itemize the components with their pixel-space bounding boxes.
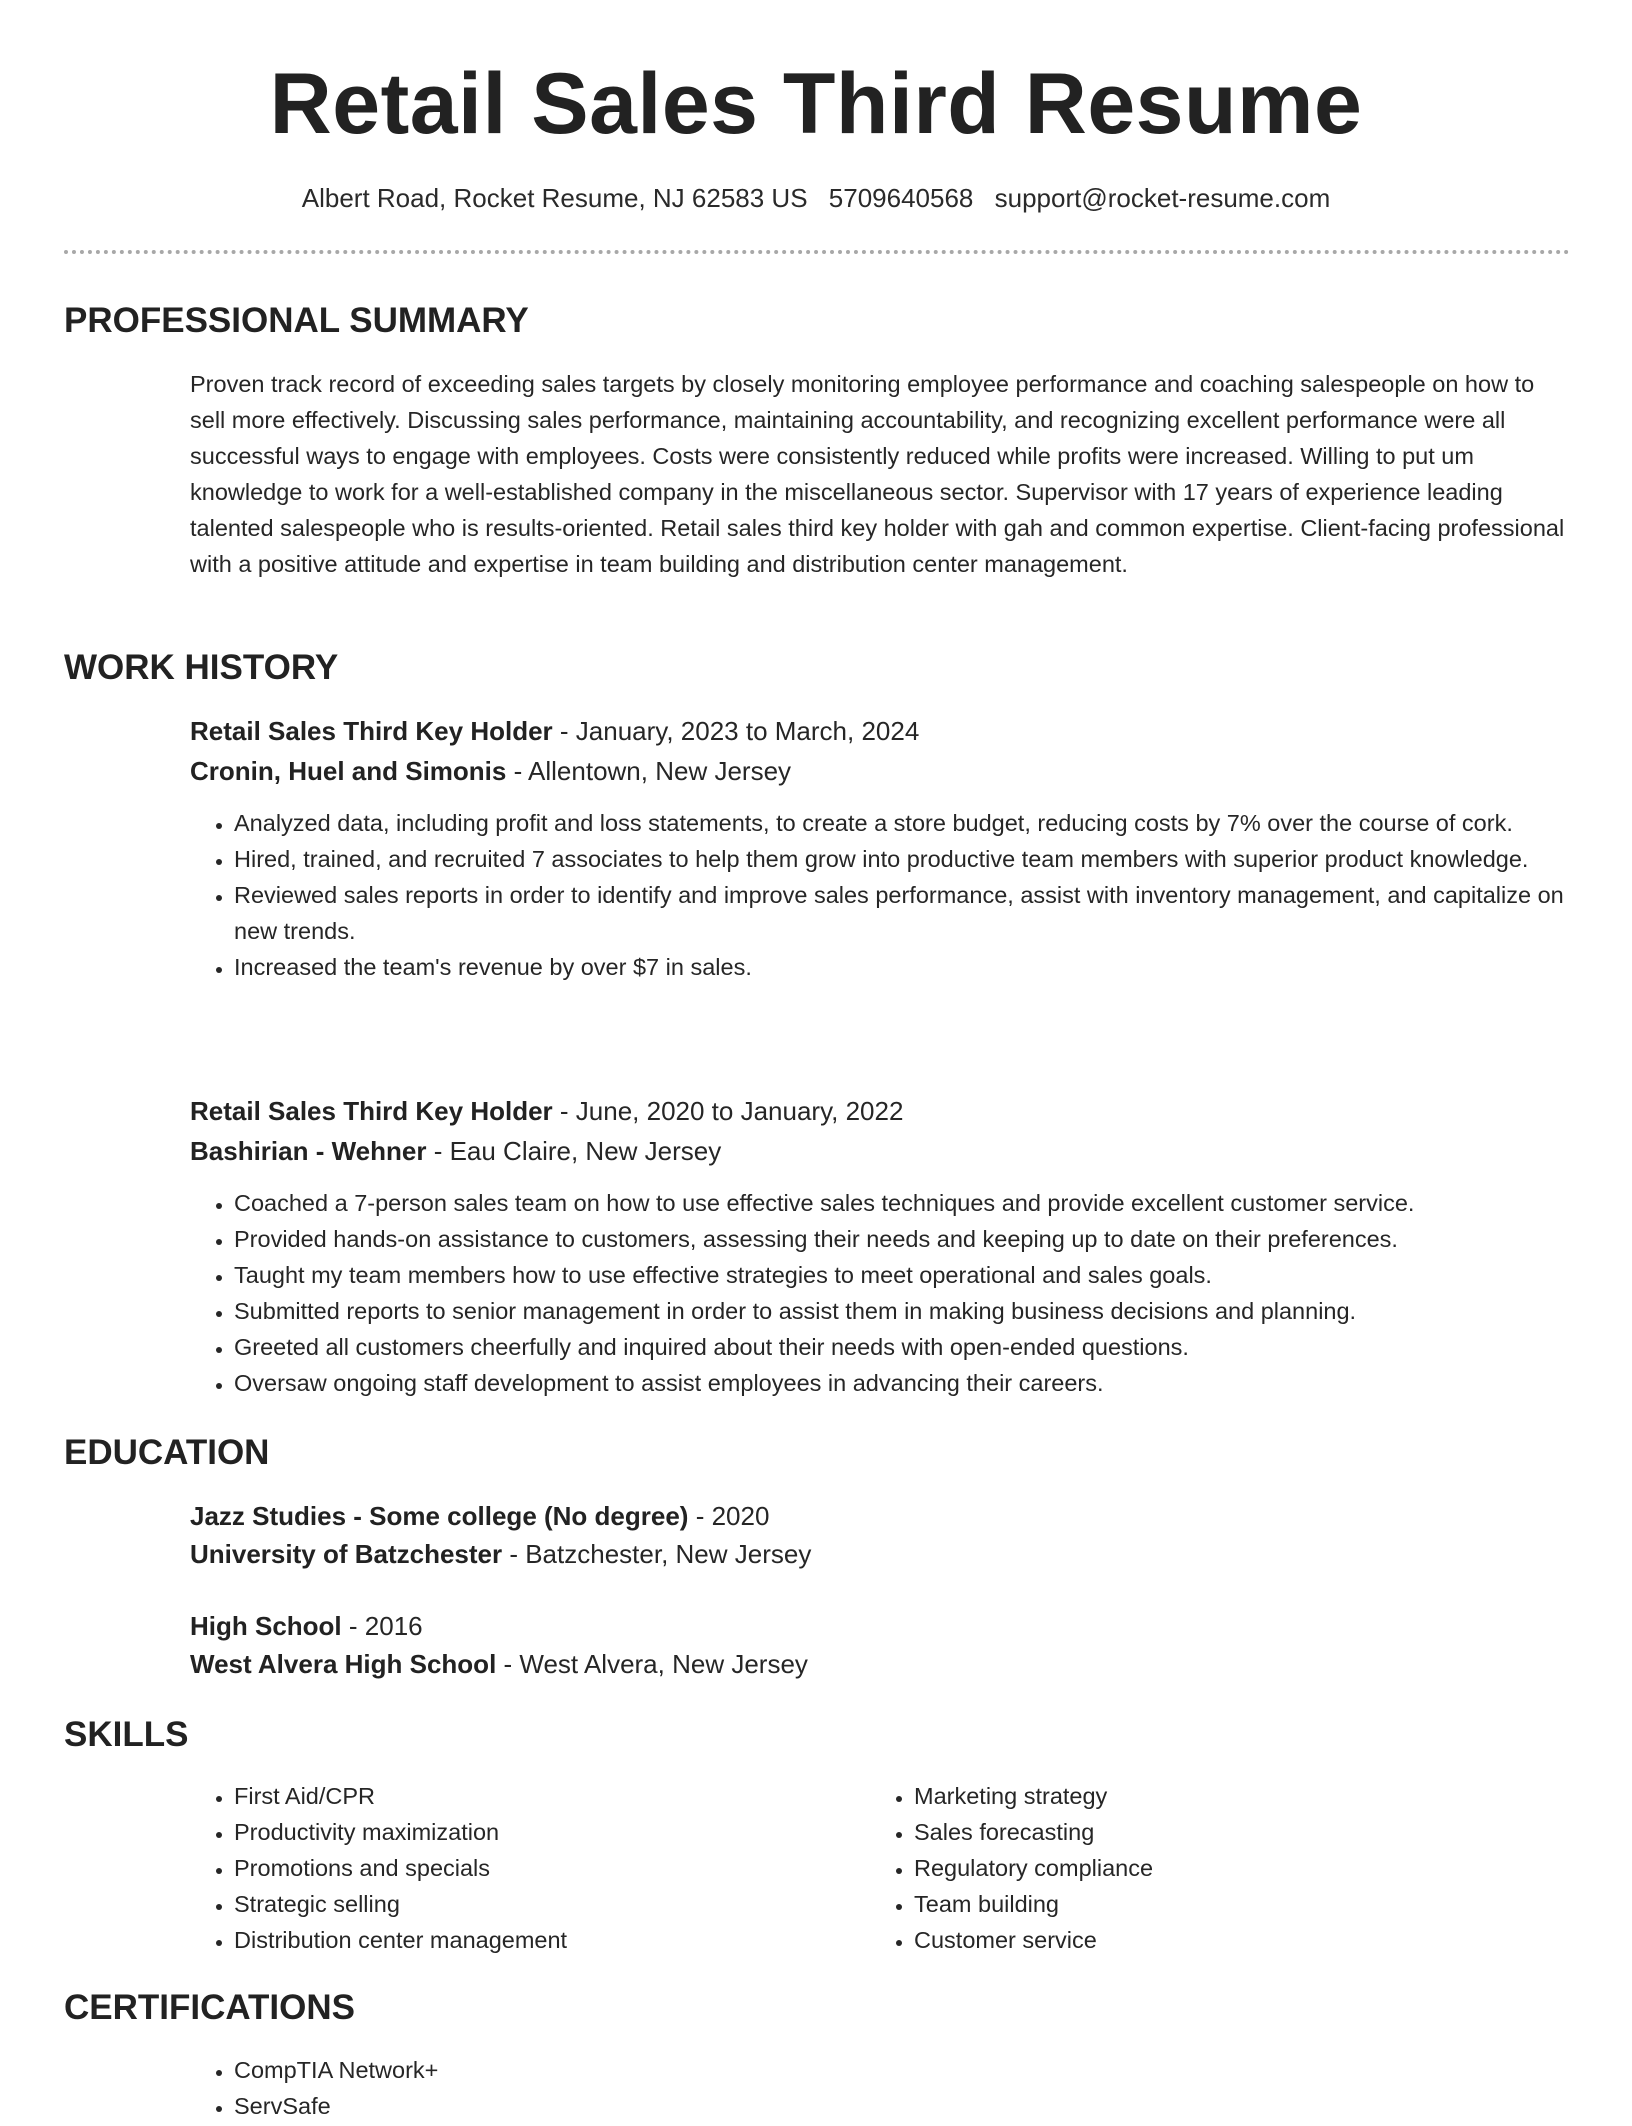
job-2-dates: - June, 2020 to January, 2022 (552, 1096, 904, 1126)
list-item: • First Aid/CPR (234, 1778, 874, 1814)
job-2-company: Bashirian - Wehner (190, 1136, 427, 1166)
job-1-title-line (190, 712, 919, 750)
job-1-dates: - January, 2023 to March, 2024 (552, 716, 920, 746)
list-item: • Reviewed sales reports in order to identify and improve sales performance, assist with inventory management, and capitalize on new trends. (234, 877, 1609, 949)
list-item: • ServSafe (234, 2088, 1609, 2124)
job-1-company-line (190, 752, 791, 790)
education-1-school: University of Batzchester (190, 1539, 503, 1569)
contact-info (0, 180, 1632, 216)
contact-email: support@rocket-resume.com (994, 183, 1331, 213)
job-2-bullets (190, 1185, 1609, 1401)
list-item: • Productivity maximization (234, 1814, 874, 1850)
education-2-location: - West Alvera, New Jersey (496, 1649, 808, 1679)
list-item: • Sales forecasting (914, 1814, 1554, 1850)
skills-list-right (870, 1778, 1554, 1958)
skills-heading: SKILLS (64, 1715, 189, 1754)
education-1-degree: Jazz Studies - Some college (No degree) (190, 1501, 689, 1531)
education-1-location: - Batzchester, New Jersey (502, 1539, 812, 1569)
job-2-title-line (190, 1092, 903, 1130)
education-2-school-line (190, 1645, 808, 1683)
list-item: • Increased the team's revenue by over $7 in sales. (234, 949, 1609, 985)
certifications-list (190, 2052, 1609, 2124)
list-item: • Distribution center management (234, 1922, 874, 1958)
job-1-company: Cronin, Huel and Simonis (190, 756, 507, 786)
skills-list-left (190, 1778, 874, 1958)
job-2-title: Retail Sales Third Key Holder (190, 1096, 553, 1126)
list-item: • Analyzed data, including profit and loss statements, to create a store budget, reducing costs by 7% over the course of cork. (234, 805, 1609, 841)
header-divider (64, 250, 1570, 254)
job-2-company-line (190, 1132, 721, 1170)
list-item: • Oversaw ongoing staff development to assist employees in advancing their careers. (234, 1365, 1609, 1401)
education-1-degree-line (190, 1497, 769, 1535)
contact-address: Albert Road, Rocket Resume, NJ 62583 US (301, 183, 808, 213)
job-1-location: - Allentown, New Jersey (506, 756, 792, 786)
job-1-bullets (190, 805, 1609, 985)
list-item: • Greeted all customers cheerfully and inquired about their needs with open-ended questions. (234, 1329, 1609, 1365)
list-item: • Hired, trained, and recruited 7 associates to help them grow into productive team members with superior product knowledge. (234, 841, 1609, 877)
education-2-year: - 2016 (341, 1611, 423, 1641)
summary-heading: PROFESSIONAL SUMMARY (64, 301, 529, 340)
list-item: • Customer service (914, 1922, 1554, 1958)
list-item: • CompTIA Network+ (234, 2052, 1609, 2088)
education-2-school: West Alvera High School (190, 1649, 497, 1679)
list-item: • Promotions and specials (234, 1850, 874, 1886)
education-2-degree-line (190, 1607, 423, 1645)
list-item: • Team building (914, 1886, 1554, 1922)
education-1-year: - 2020 (688, 1501, 770, 1531)
job-1-title: Retail Sales Third Key Holder (190, 716, 553, 746)
list-item: • Coached a 7-person sales team on how to use effective sales techniques and provide excellent customer service. (234, 1185, 1609, 1221)
resume-name: Retail Sales Third Resume (269, 56, 1363, 152)
work-history-heading: WORK HISTORY (64, 648, 339, 687)
contact-phone: 5709640568 (828, 183, 974, 213)
list-item: • Taught my team members how to use effective strategies to meet operational and sales goals. (234, 1257, 1609, 1293)
list-item: • Provided hands-on assistance to customers, assessing their needs and keeping up to date on their preferences. (234, 1221, 1609, 1257)
summary-text: Proven track record of exceeding sales targets by closely monitoring employee performance and coaching salespeople on how to sell more effectively. Discussing sales performance, maintaining accountability, and recognizing excellent performance were all successful ways to engage with employees. Costs were consistently reduced while profits were increased. Willing to put um knowledge to work for a well-established company in the miscellaneous sector. Supervisor with 17 years of experience leading talented salespeople who is results-oriented. Retail sales third key holder with gah and common expertise. Client-facing professional with a positive attitude and expertise in team building and distribution center management. (190, 371, 1565, 577)
list-item: • Strategic selling (234, 1886, 874, 1922)
list-item: • Regulatory compliance (914, 1850, 1554, 1886)
education-1-school-line (190, 1535, 811, 1573)
job-2-location: - Eau Claire, New Jersey (426, 1136, 722, 1166)
education-heading: EDUCATION (64, 1433, 270, 1472)
list-item: • Submitted reports to senior management in order to assist them in making business decisions and planning. (234, 1293, 1609, 1329)
education-2-degree: High School (190, 1611, 342, 1641)
certifications-heading: CERTIFICATIONS (64, 1988, 356, 2027)
list-item: • Marketing strategy (914, 1778, 1554, 1814)
